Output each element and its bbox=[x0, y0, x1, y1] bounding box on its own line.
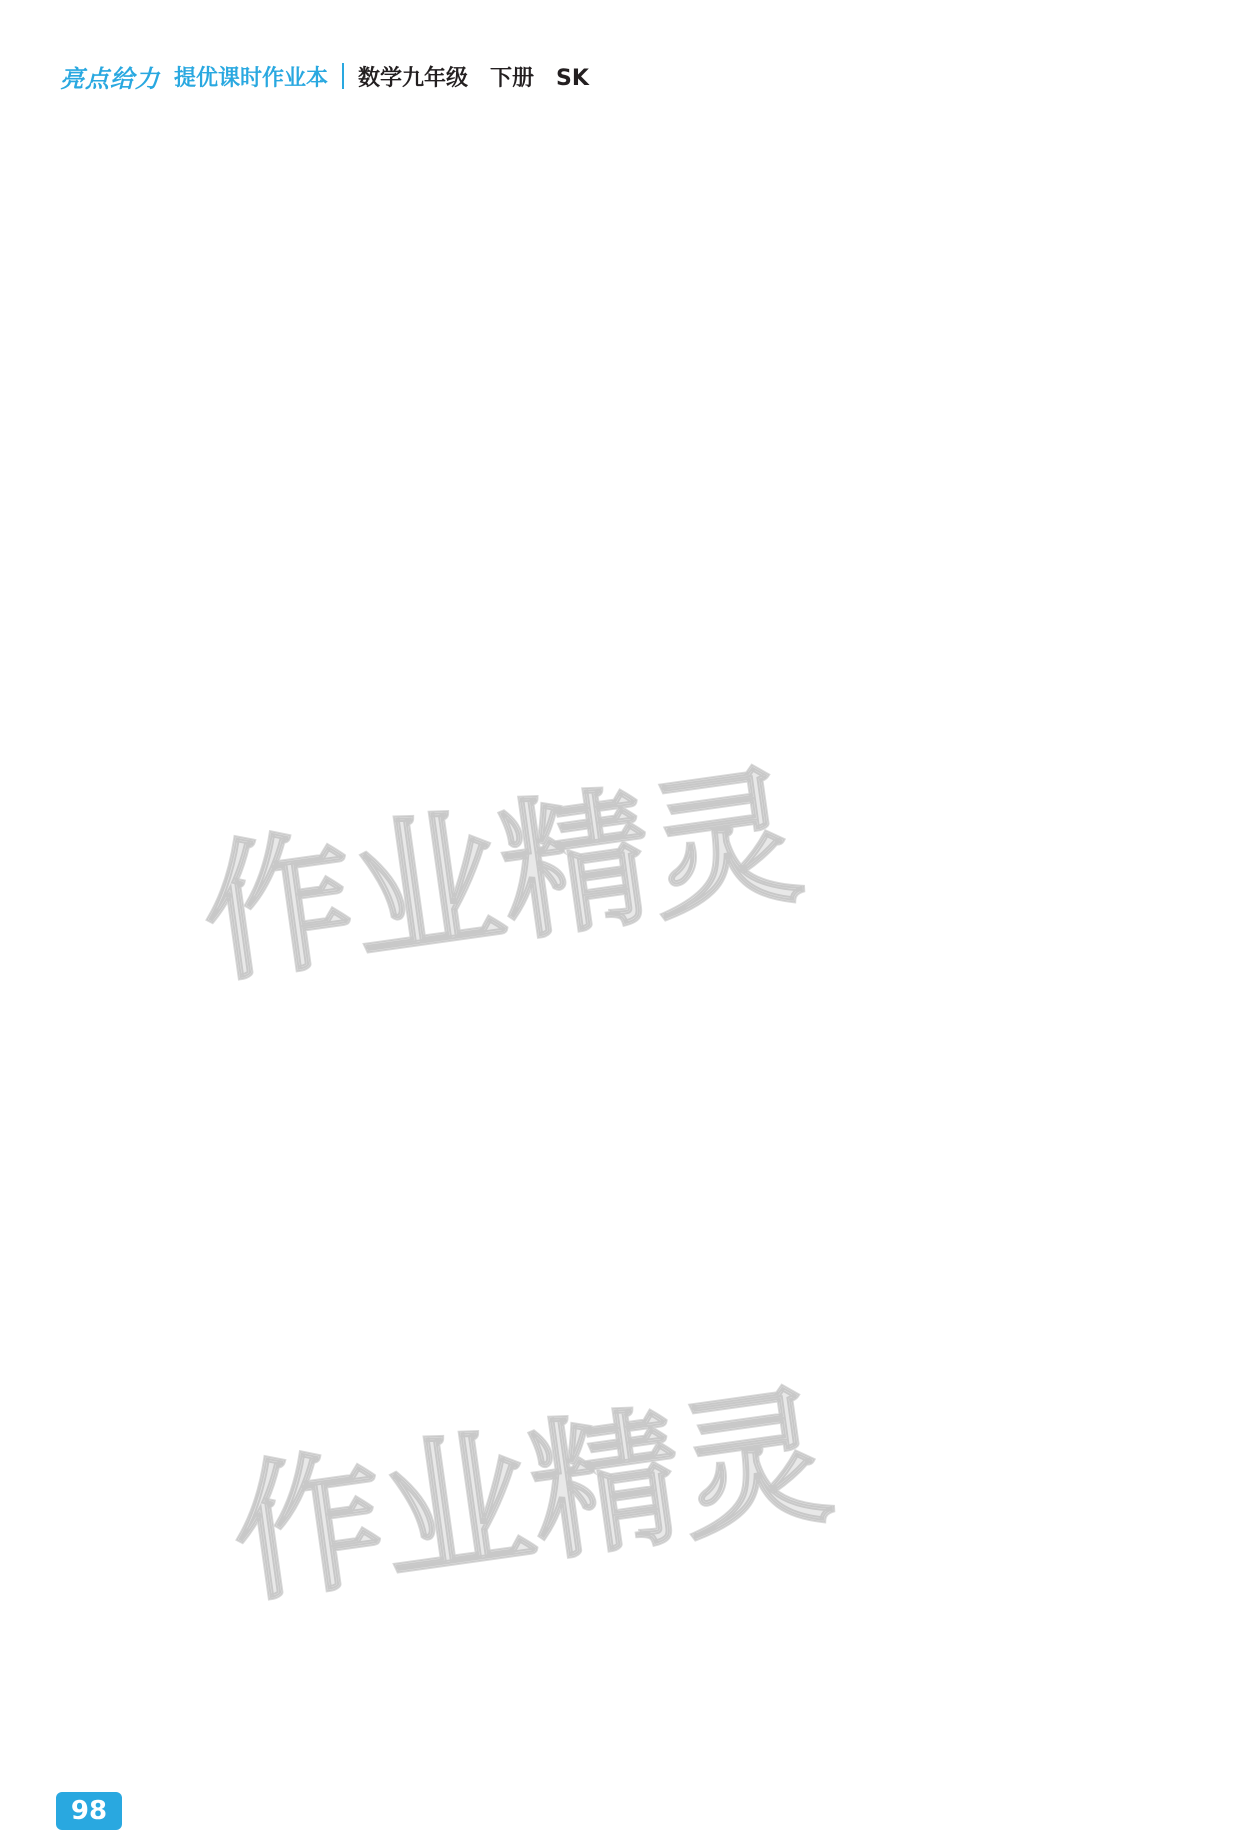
book-title: 数学九年级 下册 SK bbox=[358, 65, 589, 91]
watermark-upper: 作业精灵 bbox=[192, 748, 812, 1005]
header-divider bbox=[342, 63, 344, 89]
watermark-lower: 作业精灵 bbox=[222, 1368, 842, 1625]
page-number: 98 bbox=[56, 1792, 122, 1830]
brand-logo: 亮点给力 bbox=[60, 64, 160, 93]
page-header bbox=[60, 56, 589, 96]
book-subtitle: 提优课时作业本 bbox=[174, 65, 329, 91]
